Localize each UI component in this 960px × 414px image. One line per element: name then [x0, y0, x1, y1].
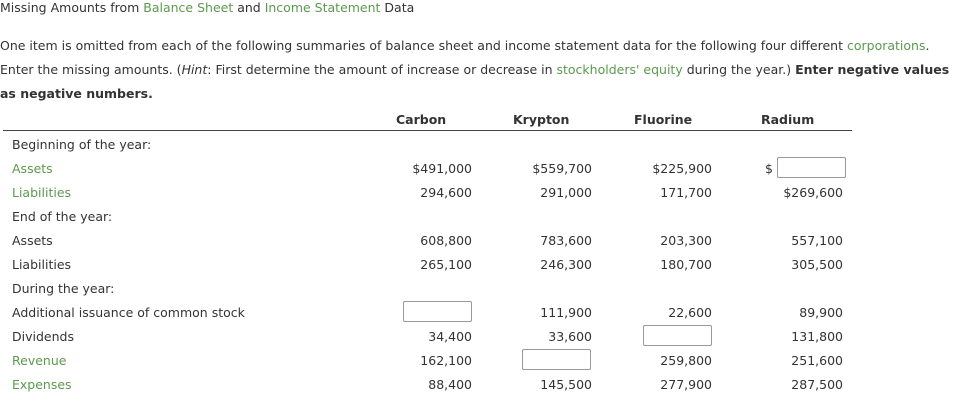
carbon-dividends: 34,400 — [428, 329, 472, 344]
carbon-beginning-assets: $491,000 — [412, 161, 472, 176]
carbon-end-assets: 608,800 — [420, 233, 472, 248]
fluorine-end-liabilities: 180,700 — [660, 257, 712, 272]
radium-end-assets: 557,100 — [791, 233, 843, 248]
carbon-stock-issuance-input[interactable] — [403, 301, 472, 322]
column-header-fluorine: Fluorine — [634, 112, 693, 127]
krypton-end-liabilities: 246,300 — [540, 257, 592, 272]
carbon-beginning-liabilities: 294,600 — [420, 185, 472, 200]
radium-expenses: 287,500 — [791, 377, 843, 392]
title-text-2: and — [233, 0, 265, 15]
radium-beginning-liabilities: $269,600 — [783, 185, 843, 200]
corporations-link[interactable]: corporations — [846, 38, 926, 53]
intro-text-4: during the year.) — [682, 62, 796, 77]
intro-bold-instruction: Enter negative values as negative numbers. — [0, 62, 950, 101]
instructions — [0, 34, 960, 106]
carbon-revenue: 162,100 — [420, 353, 472, 368]
section-end: End of the year: — [12, 209, 113, 224]
carbon-end-liabilities: 265,100 — [420, 257, 472, 272]
stockholders-equity-link[interactable]: stockholders' equity — [556, 62, 683, 77]
fluorine-dividends-input[interactable] — [643, 325, 712, 346]
section-during: During the year: — [12, 281, 115, 296]
row-label-dividends: Dividends — [12, 329, 74, 344]
column-header-radium: Radium — [761, 112, 815, 127]
row-label-end-assets: Assets — [12, 233, 53, 248]
radium-end-liabilities: 305,500 — [791, 257, 843, 272]
title-text-1: Missing Amounts from — [0, 0, 144, 15]
carbon-expenses: 88,400 — [428, 377, 472, 392]
intro-text-2: . Enter the missing amounts. ( — [0, 38, 930, 77]
row-label-beginning-assets[interactable]: Assets — [12, 161, 53, 176]
intro-text-3: : First determine the amount of increase or decrease in — [207, 62, 557, 77]
income-statement-link[interactable]: Income Statement — [264, 0, 381, 15]
krypton-revenue-input[interactable] — [522, 349, 591, 370]
page-title — [0, 0, 414, 15]
radium-dollar-sign: $ — [765, 161, 773, 176]
krypton-dividends: 33,600 — [548, 329, 592, 344]
column-header-krypton: Krypton — [513, 112, 570, 127]
krypton-beginning-assets: $559,700 — [532, 161, 592, 176]
krypton-stock-issuance: 111,900 — [540, 305, 592, 320]
fluorine-end-assets: 203,300 — [660, 233, 712, 248]
row-label-beginning-liabilities[interactable]: Liabilities — [12, 185, 72, 200]
radium-stock-issuance: 89,900 — [799, 305, 843, 320]
radium-revenue: 251,600 — [791, 353, 843, 368]
hint-label: Hint — [181, 62, 208, 77]
row-label-stock-issuance: Additional issuance of common stock — [12, 305, 245, 320]
fluorine-beginning-assets: $225,900 — [652, 161, 712, 176]
header-divider — [3, 130, 852, 131]
row-label-expenses[interactable]: Expenses — [12, 377, 72, 392]
krypton-end-assets: 783,600 — [540, 233, 592, 248]
krypton-expenses: 145,500 — [540, 377, 592, 392]
row-label-end-liabilities: Liabilities — [12, 257, 72, 272]
fluorine-expenses: 277,900 — [660, 377, 712, 392]
intro-text-1: One item is omitted from each of the following summaries of balance sheet and income statement data for the following four different — [0, 38, 847, 53]
balance-sheet-link[interactable]: Balance Sheet — [143, 0, 234, 15]
radium-dividends: 131,800 — [791, 329, 843, 344]
fluorine-stock-issuance: 22,600 — [668, 305, 712, 320]
fluorine-revenue: 259,800 — [660, 353, 712, 368]
radium-beginning-assets-input[interactable] — [777, 157, 846, 178]
krypton-beginning-liabilities: 291,000 — [540, 185, 592, 200]
section-beginning: Beginning of the year: — [12, 137, 152, 152]
column-header-carbon: Carbon — [396, 112, 447, 127]
fluorine-beginning-liabilities: 171,700 — [660, 185, 712, 200]
title-text-3: Data — [380, 0, 415, 15]
row-label-revenue[interactable]: Revenue — [12, 353, 67, 368]
